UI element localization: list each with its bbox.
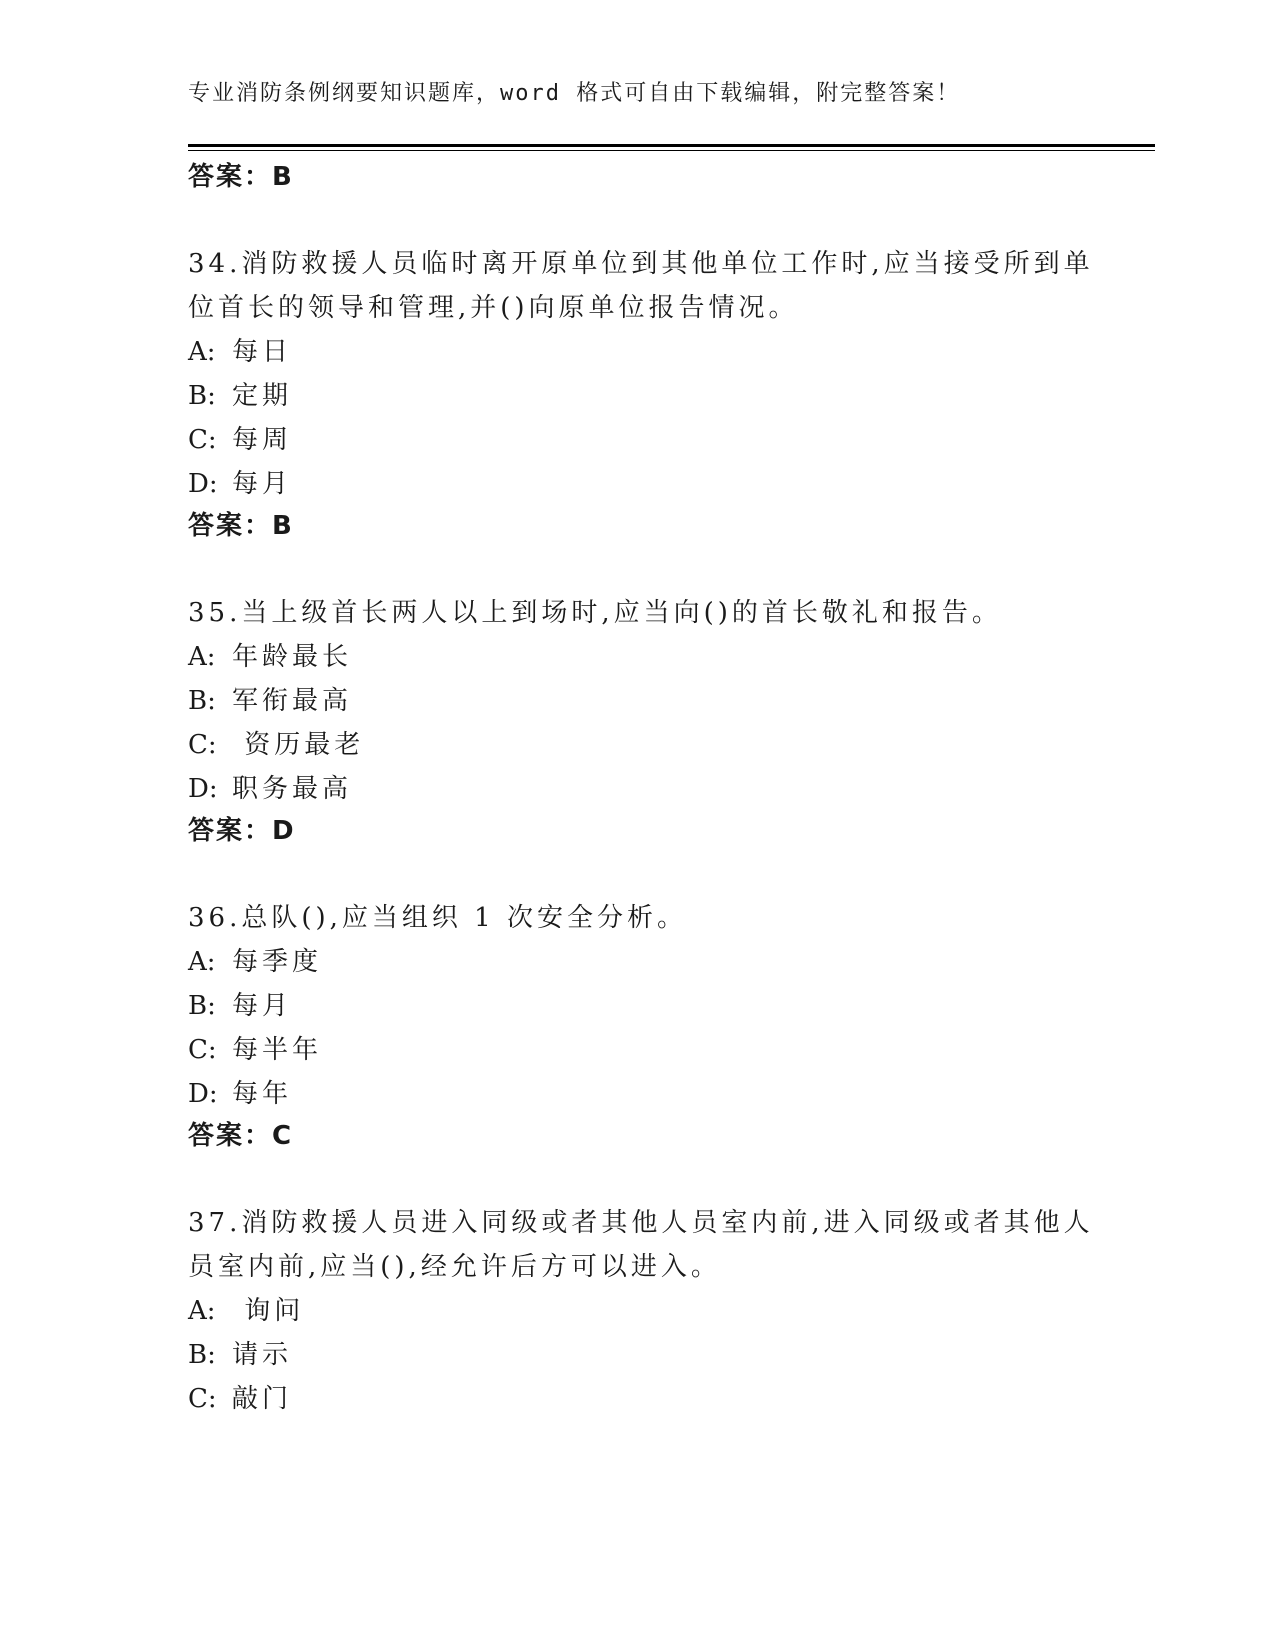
question-34-line-1: 34.消防救援人员临时离开原单位到其他单位工作时,应当接受所到单 [188,249,1094,279]
question-35-option-c [188,724,364,761]
option-label: A: [188,1296,216,1326]
question-36-option-b [188,985,292,1022]
page-header: 专业消防条例纲要知识题库，word 格式可自由下载编辑，附完整答案！ [188,81,961,106]
option-label: A: [188,642,216,672]
option-text: 每月 [232,469,293,499]
option-label: C: [188,425,217,455]
question-36-option-c [188,1029,322,1066]
option-text: 每年 [232,1079,293,1109]
option-text: 军衔最高 [232,686,353,716]
option-text: 每日 [232,337,293,367]
option-text: 每季度 [232,947,323,977]
option-label: C: [188,730,217,760]
question-36-answer: 答案：C [188,1121,294,1151]
option-label: C: [188,1384,217,1414]
option-label: C: [188,1035,217,1065]
question-34-option-b [188,375,292,412]
question-37-line-1: 37.消防救援人员进入同级或者其他人员室内前,进入同级或者其他人 [188,1208,1094,1238]
option-text: 请示 [232,1340,293,1370]
question-35-line-1: 35.当上级首长两人以上到场时,应当向()的首长敬礼和报告。 [188,598,1002,628]
option-label: B: [188,1340,216,1370]
option-label: B: [188,991,216,1021]
option-label: D: [188,469,218,499]
header-divider-thick [188,144,1155,147]
question-36-option-a [188,941,322,978]
option-label: D: [188,774,218,804]
question-35-option-a [188,636,352,673]
question-36-line-1: 36.总队(),应当组织 1 次安全分析。 [188,903,687,933]
question-34-answer: 答案：B [188,511,294,541]
option-text: 敲门 [232,1384,293,1414]
option-label: B: [188,381,216,411]
option-text: 定期 [232,381,293,411]
option-text: 职务最高 [232,774,353,804]
option-label: A: [188,947,216,977]
question-37-option-b [188,1334,292,1371]
question-35-option-b [188,680,352,717]
question-35-option-d [188,768,352,805]
answer-top: 答案：B [188,162,294,192]
option-label: D: [188,1079,218,1109]
option-text: 每半年 [232,1035,323,1065]
question-34-option-a [188,331,292,368]
option-text: 每周 [232,425,293,455]
question-34-option-c [188,419,292,456]
option-label: A: [188,337,216,367]
question-37-line-2: 员室内前,应当(),经允许后方可以进入。 [188,1252,721,1282]
option-text: 每月 [232,991,293,1021]
option-text: 年龄最长 [232,642,353,672]
question-34-option-d [188,463,292,500]
question-34-line-2: 位首长的领导和管理,并()向原单位报告情况。 [188,293,799,323]
option-text: 资历最老 [232,730,365,760]
option-label: B: [188,686,216,716]
question-36-option-d [188,1073,292,1110]
question-35-answer: 答案：D [188,816,296,846]
question-37-option-a [188,1290,304,1327]
option-text: 询问 [232,1296,305,1326]
question-37-option-c [188,1378,292,1415]
header-divider-thin [188,150,1155,151]
